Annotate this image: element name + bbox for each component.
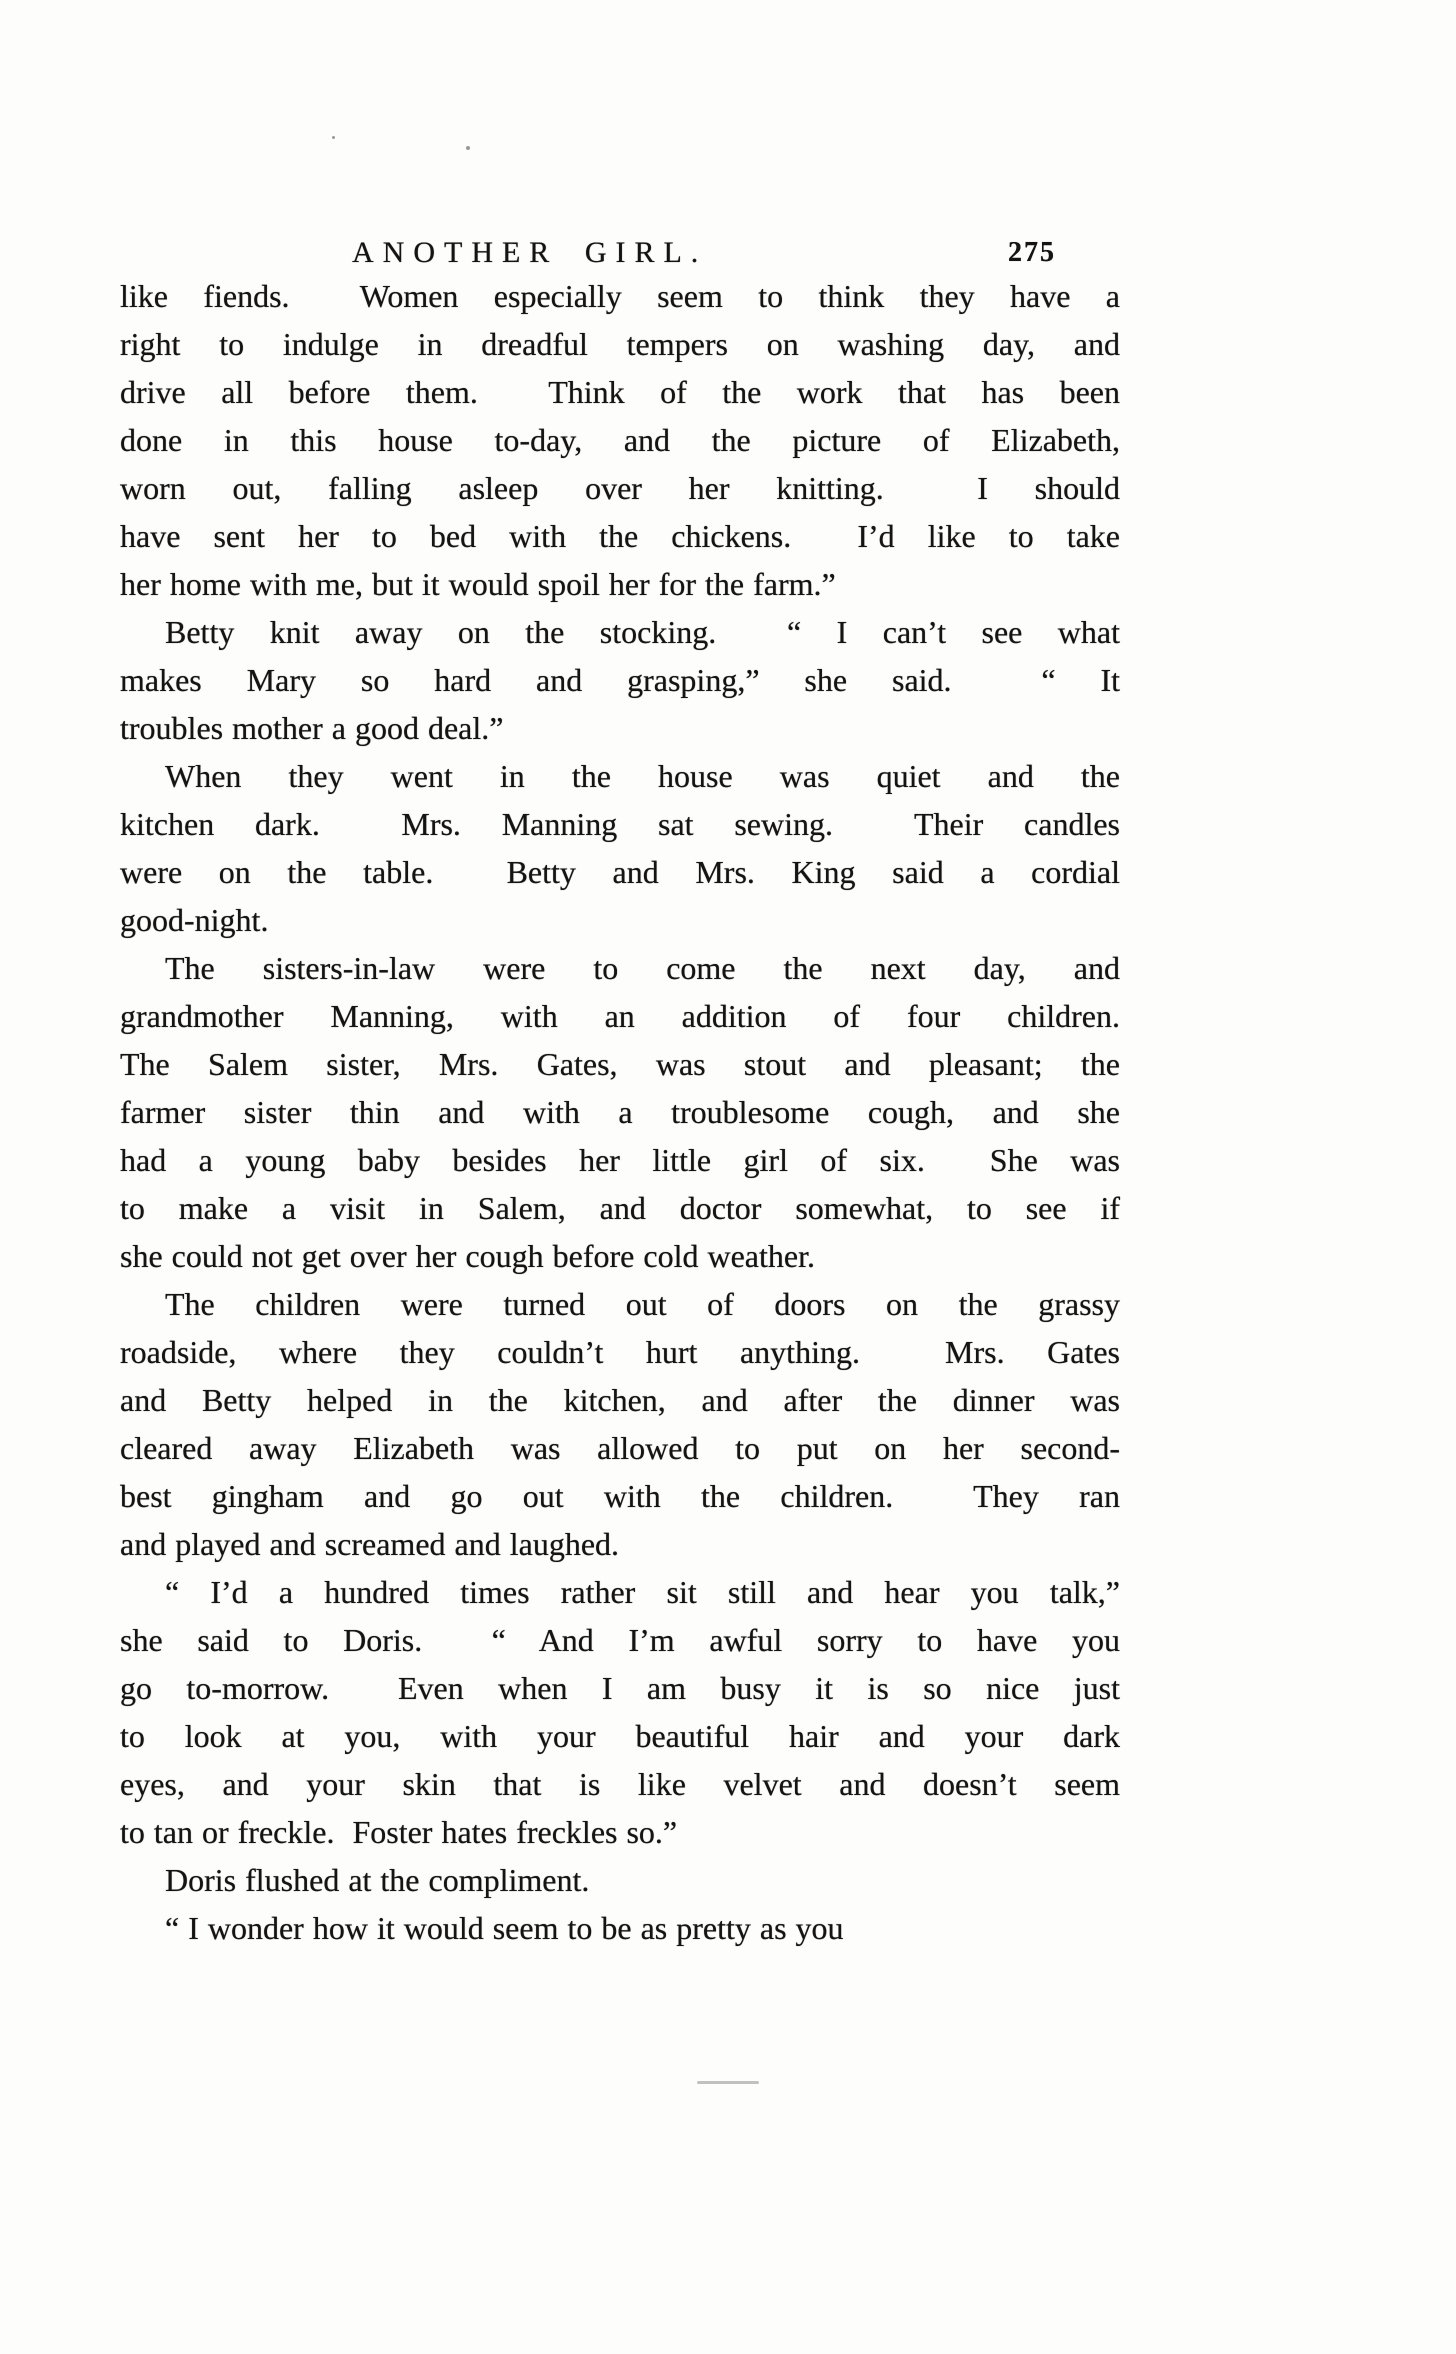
running-header-title: ANOTHER GIRL. xyxy=(352,236,708,269)
text-line: right to indulge in dreadful tempers on washing day, and xyxy=(120,326,1120,362)
text-line: “ I’d a hundred times rather sit still and hear you talk,” xyxy=(165,1574,1120,1610)
paragraph xyxy=(120,272,1120,608)
scan-line-artifact xyxy=(697,2081,759,2084)
text-line: “ I wonder how it would seem to be as pretty as you xyxy=(165,1910,844,1946)
text-line: her home with me, but it would spoil her for the farm.” xyxy=(120,566,836,602)
text-line: done in this house to-day, and the picture of Elizabeth, xyxy=(120,422,1120,458)
text-line: she said to Doris. “ And I’m awful sorry to have you xyxy=(120,1622,1120,1658)
text-line: makes Mary so hard and grasping,” she said. “ It xyxy=(120,662,1120,698)
text-line: go to-morrow. Even when I am busy it is so nice just xyxy=(120,1670,1120,1706)
text-line: eyes, and your skin that is like velvet and doesn’t seem xyxy=(120,1766,1120,1802)
paragraph xyxy=(120,1856,1120,1904)
text-line: to make a visit in Salem, and doctor somewhat, to see if xyxy=(120,1190,1120,1226)
text-line: best gingham and go out with the children. They ran xyxy=(120,1478,1120,1514)
paragraph xyxy=(120,1568,1120,1856)
paragraph xyxy=(120,608,1120,752)
text-line: good-night. xyxy=(120,902,269,938)
text-line: cleared away Elizabeth was allowed to put on her second- xyxy=(120,1430,1120,1466)
page-text xyxy=(120,272,1120,1952)
text-line: Betty knit away on the stocking. “ I can’t see what xyxy=(165,614,1120,650)
text-line: The Salem sister, Mrs. Gates, was stout and pleasant; the xyxy=(120,1046,1120,1082)
paragraph xyxy=(120,1280,1120,1568)
text-line: troubles mother a good deal.” xyxy=(120,710,504,746)
text-line: had a young baby besides her little girl of six. She was xyxy=(120,1142,1120,1178)
text-line: to tan or freckle. Foster hates freckles so.” xyxy=(120,1814,678,1850)
text-line: worn out, falling asleep over her knitting. I should xyxy=(120,470,1120,506)
text-line: roadside, where they couldn’t hurt anything. Mrs. Gates xyxy=(120,1334,1120,1370)
text-line: like fiends. Women especially seem to think they have a xyxy=(120,278,1120,314)
text-line: and Betty helped in the kitchen, and after the dinner was xyxy=(120,1382,1120,1418)
paragraph xyxy=(120,752,1120,944)
text-line: were on the table. Betty and Mrs. King said a cordial xyxy=(120,854,1120,890)
text-line: and played and screamed and laughed. xyxy=(120,1526,620,1562)
text-line: grandmother Manning, with an addition of four children. xyxy=(120,998,1120,1034)
text-line: The children were turned out of doors on the grassy xyxy=(165,1286,1120,1322)
paragraph xyxy=(120,1904,1120,1952)
text-line: farmer sister thin and with a troublesome cough, and she xyxy=(120,1094,1120,1130)
page-number: 275 xyxy=(1008,237,1056,268)
paragraph xyxy=(120,944,1120,1280)
scan-speck xyxy=(466,146,470,150)
text-line: When they went in the house was quiet and the xyxy=(165,758,1120,794)
text-line: The sisters-in-law were to come the next day, and xyxy=(165,950,1120,986)
text-line: kitchen dark. Mrs. Manning sat sewing. Their candles xyxy=(120,806,1120,842)
text-line: drive all before them. Think of the work that has been xyxy=(120,374,1120,410)
text-line: have sent her to bed with the chickens. I’d like to take xyxy=(120,518,1120,554)
text-line: she could not get over her cough before cold weather. xyxy=(120,1238,815,1274)
text-line: Doris flushed at the compliment. xyxy=(165,1862,590,1898)
page-header xyxy=(120,236,1120,276)
text-line: to look at you, with your beautiful hair and your dark xyxy=(120,1718,1120,1754)
scan-speck xyxy=(332,136,335,139)
